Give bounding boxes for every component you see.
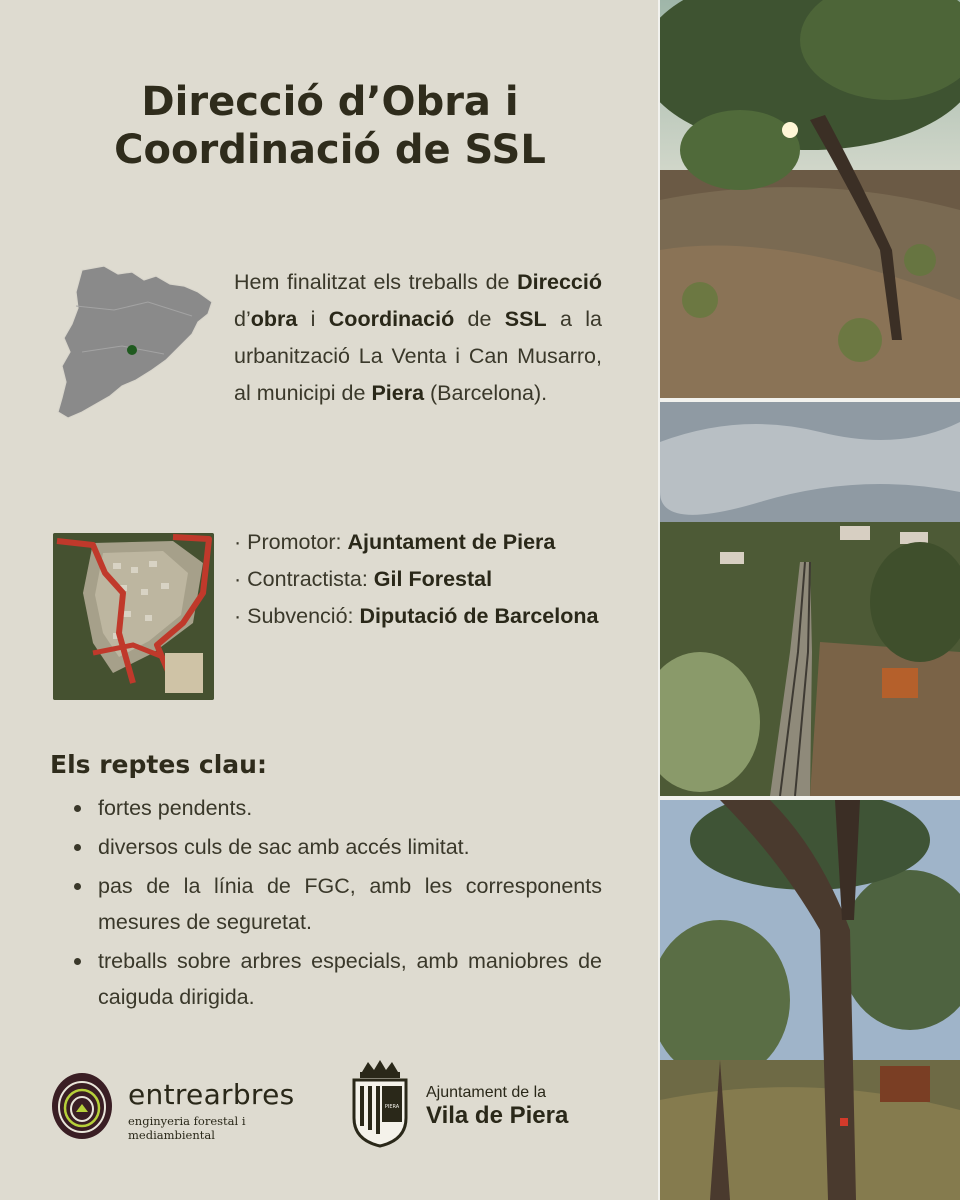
coat-of-arms-icon <box>348 1060 412 1148</box>
svg-text:PIERA: PIERA <box>384 1104 400 1110</box>
entrearbres-wordmark: entrearbres <box>128 1078 295 1111</box>
photo-railway <box>660 402 960 796</box>
fact-subvencio: · Subvenció: Diputació de Barcelona <box>234 604 599 628</box>
site-aerial-map <box>53 533 214 700</box>
fact-contractista: · Contractista: Gil Forestal <box>234 567 493 591</box>
reptes-heading: Els reptes clau: <box>50 750 267 779</box>
reptes-list <box>70 790 602 1018</box>
entrearbres-tagline: enginyeria forestal i mediambiental <box>128 1114 246 1142</box>
title-line-1: Direcció d’Obra i <box>141 79 519 125</box>
ajuntament-piera-logo <box>348 1060 608 1150</box>
intro-paragraph: Hem finalitzat els treballs de Direcció d’obra i Coordinació de SSL a la urbanització La Venta i Can Musarro, al municipi de Piera (Barcelona). <box>234 270 602 405</box>
list-item: diversos culs de sac amb accés limitat. <box>70 829 602 865</box>
photo-oak-slope <box>660 0 960 398</box>
photo-column <box>658 0 960 1200</box>
location-marker-icon <box>127 345 137 355</box>
title-line-2: Coordinació de SSL <box>114 127 546 173</box>
project-facts-list <box>234 524 602 635</box>
page-title <box>40 78 620 174</box>
ajuntament-label: Ajuntament de la <box>426 1084 547 1101</box>
photo-pine-trees <box>660 800 960 1200</box>
fact-promotor: · Promotor: Ajuntament de Piera <box>234 530 556 554</box>
vila-de-piera-label: Vila de Piera <box>426 1102 569 1129</box>
catalonia-map-icon <box>52 262 216 422</box>
entrearbres-logo <box>50 1072 320 1144</box>
list-item: fortes pendents. <box>70 790 602 826</box>
list-item: pas de la línia de FGC, amb les corresponents mesures de seguretat. <box>70 868 602 940</box>
list-item: treballs sobre arbres especials, amb maniobres de caiguda dirigida. <box>70 943 602 1015</box>
tree-rings-icon <box>50 1072 114 1140</box>
